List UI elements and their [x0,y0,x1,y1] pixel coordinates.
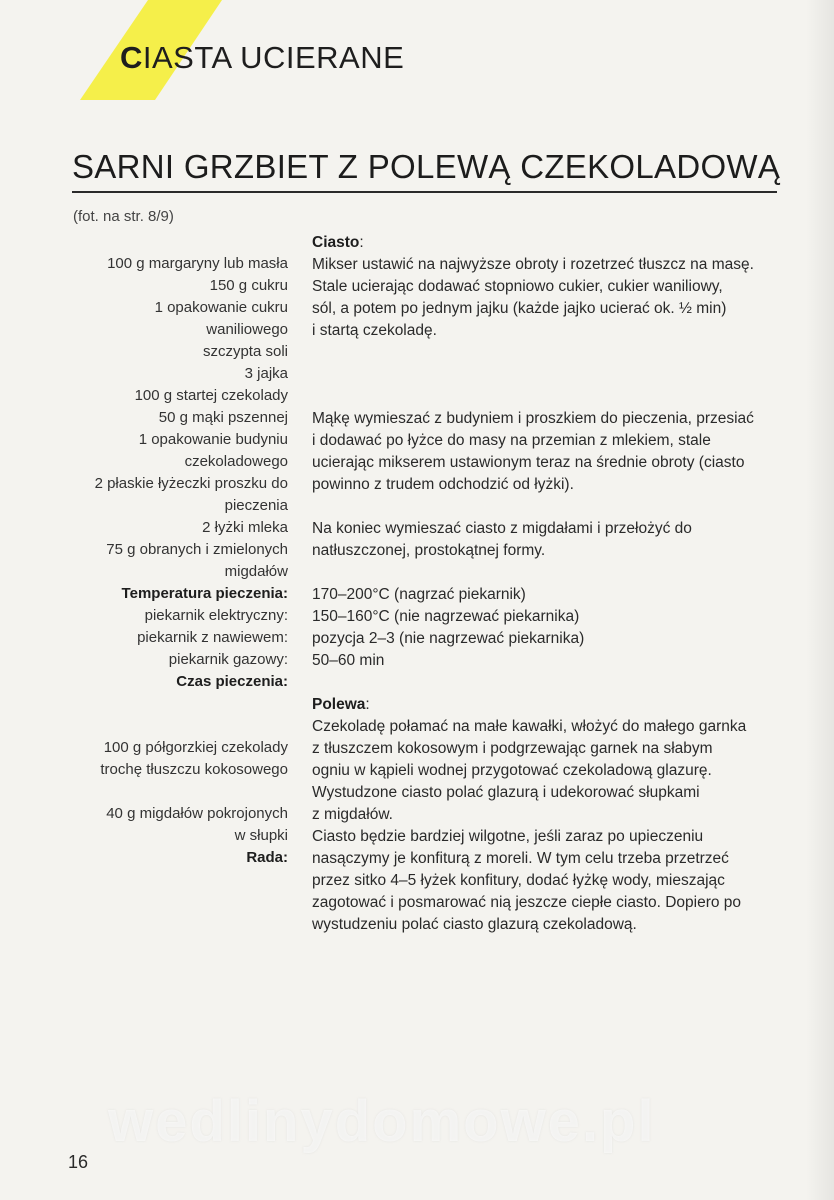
ingredient-line: 1 opakowanie cukru [154,299,288,316]
page-number: 16 [68,1152,89,1172]
chapter-title [120,40,404,76]
advice-line: wystudzeniu polać ciasto glazurą czekoladową. [312,916,637,933]
instruction-line: powinno z trudem odchodzić od łyżki). [312,476,574,493]
ciasto-heading-colon: : [359,234,364,251]
instruction-line: ogniu w kąpieli wodnej przygotować czekoladową glazurę. [312,762,712,779]
chapter-title-rest: IASTA UCIERANE [142,40,405,75]
photo-reference: (fot. na str. 8/9) [73,208,174,225]
ingredient-line: 2 płaskie łyżeczki proszku do [94,475,288,492]
ingredient-line: w słupki [234,827,288,844]
chapter-initial: C [120,40,143,75]
advice-heading: Rada: [246,849,288,866]
recipe-title: SARNI GRZBIET Z POLEWĄ CZEKOLADOWĄ [72,148,781,185]
temp-electric-value: 170–200°C (nagrzać piekarnik) [312,586,526,603]
ingredient-line: 100 g półgorzkiej czekolady [103,739,288,756]
polewa-heading: Polewa [312,696,366,713]
advice-line: przez sitko 4–5 łyżek konfitury, dodać łyżkę wody, mieszając [312,872,725,889]
ingredient-line: trochę tłuszczu kokosowego [100,761,288,778]
temp-gas-value: pozycja 2–3 (nie nagrzewać piekarnika) [312,630,585,647]
ingredient-line: pieczenia [224,497,288,514]
ingredient-line: 1 opakowanie budyniu [138,431,288,448]
instruction-line: i startą czekoladę. [312,322,437,339]
ingredient-line: 40 g migdałów pokrojonych [106,805,288,822]
ingredient-line: 75 g obranych i zmielonych [106,541,288,558]
baking-time-heading: Czas pieczenia: [176,673,288,690]
instruction-line: Stale ucierając dodawać stopniowo cukier, cukier waniliowy, [312,278,723,295]
advice-line: Ciasto będzie bardziej wilgotne, jeśli zaraz po upieczeniu [312,828,704,845]
advice-line: nasączymy je konfiturą z moreli. W tym celu trzeba przetrzeć [312,850,729,867]
title-underline [72,191,777,193]
instruction-line: Czekoladę połamać na małe kawałki, włożyć do małego garnka [312,718,747,735]
ingredients-column [48,253,288,869]
ingredient-line: czekoladowego [184,453,288,470]
instruction-line: Na koniec wymieszać ciasto z migdałami i przełożyć do [312,520,692,537]
temperature-heading: Temperatura pieczenia: [121,585,288,602]
ingredient-line: szczypta soli [202,343,288,360]
watermark: wedlinydomowe.pl [108,1089,656,1154]
page-edge-shadow [806,0,834,1200]
oven-electric-label: piekarnik elektryczny: [144,607,288,624]
instruction-line: natłuszczonej, prostokątnej formy. [312,542,546,559]
instruction-line: Mikser ustawić na najwyższe obroty i rozetrzeć tłuszcz na masę. [312,256,754,273]
instruction-line: Mąkę wymieszać z budyniem i proszkiem do pieczenia, przesiać [312,410,754,427]
instruction-line: z tłuszczem kokosowym i podgrzewając garnek na słabym [312,740,713,757]
polewa-heading-line [312,694,782,716]
instructions-column [312,232,782,936]
ingredient-line: 150 g cukru [209,277,288,294]
ingredient-line: 100 g margaryny lub masła [107,255,288,272]
instruction-line: Wystudzone ciasto polać glazurą i udekorować słupkami [312,784,700,801]
temp-fan-value: 150–160°C (nie nagrzewać piekarnika) [312,608,580,625]
instruction-line: sól, a potem po jednym jajku (każde jajko ucierać ok. ½ min) [312,300,727,317]
ingredient-line: 3 jajka [244,365,288,382]
instruction-line: i dodawać po łyżce do masy na przemian z mlekiem, stale [312,432,711,449]
oven-gas-label: piekarnik gazowy: [168,651,288,668]
ingredient-line: waniliowego [206,321,288,338]
instruction-line: z migdałów. [312,806,393,823]
polewa-heading-colon: : [365,696,370,713]
ciasto-heading-line [312,232,782,254]
oven-fan-label: piekarnik z nawiewem: [137,629,288,646]
advice-line: zagotować i posmarować nią jeszcze ciepłe ciasto. Dopiero po [312,894,742,911]
ciasto-heading: Ciasto [312,234,360,251]
baking-time-value: 50–60 min [312,652,385,669]
ingredient-line: 50 g mąki pszennej [158,409,288,426]
instruction-line: ucierając mikserem ustawionym teraz na średnie obroty (ciasto [312,454,745,471]
ingredient-line: 2 łyżki mleka [202,519,288,536]
ingredient-line: 100 g startej czekolady [134,387,288,404]
ingredient-line: migdałów [224,563,288,580]
